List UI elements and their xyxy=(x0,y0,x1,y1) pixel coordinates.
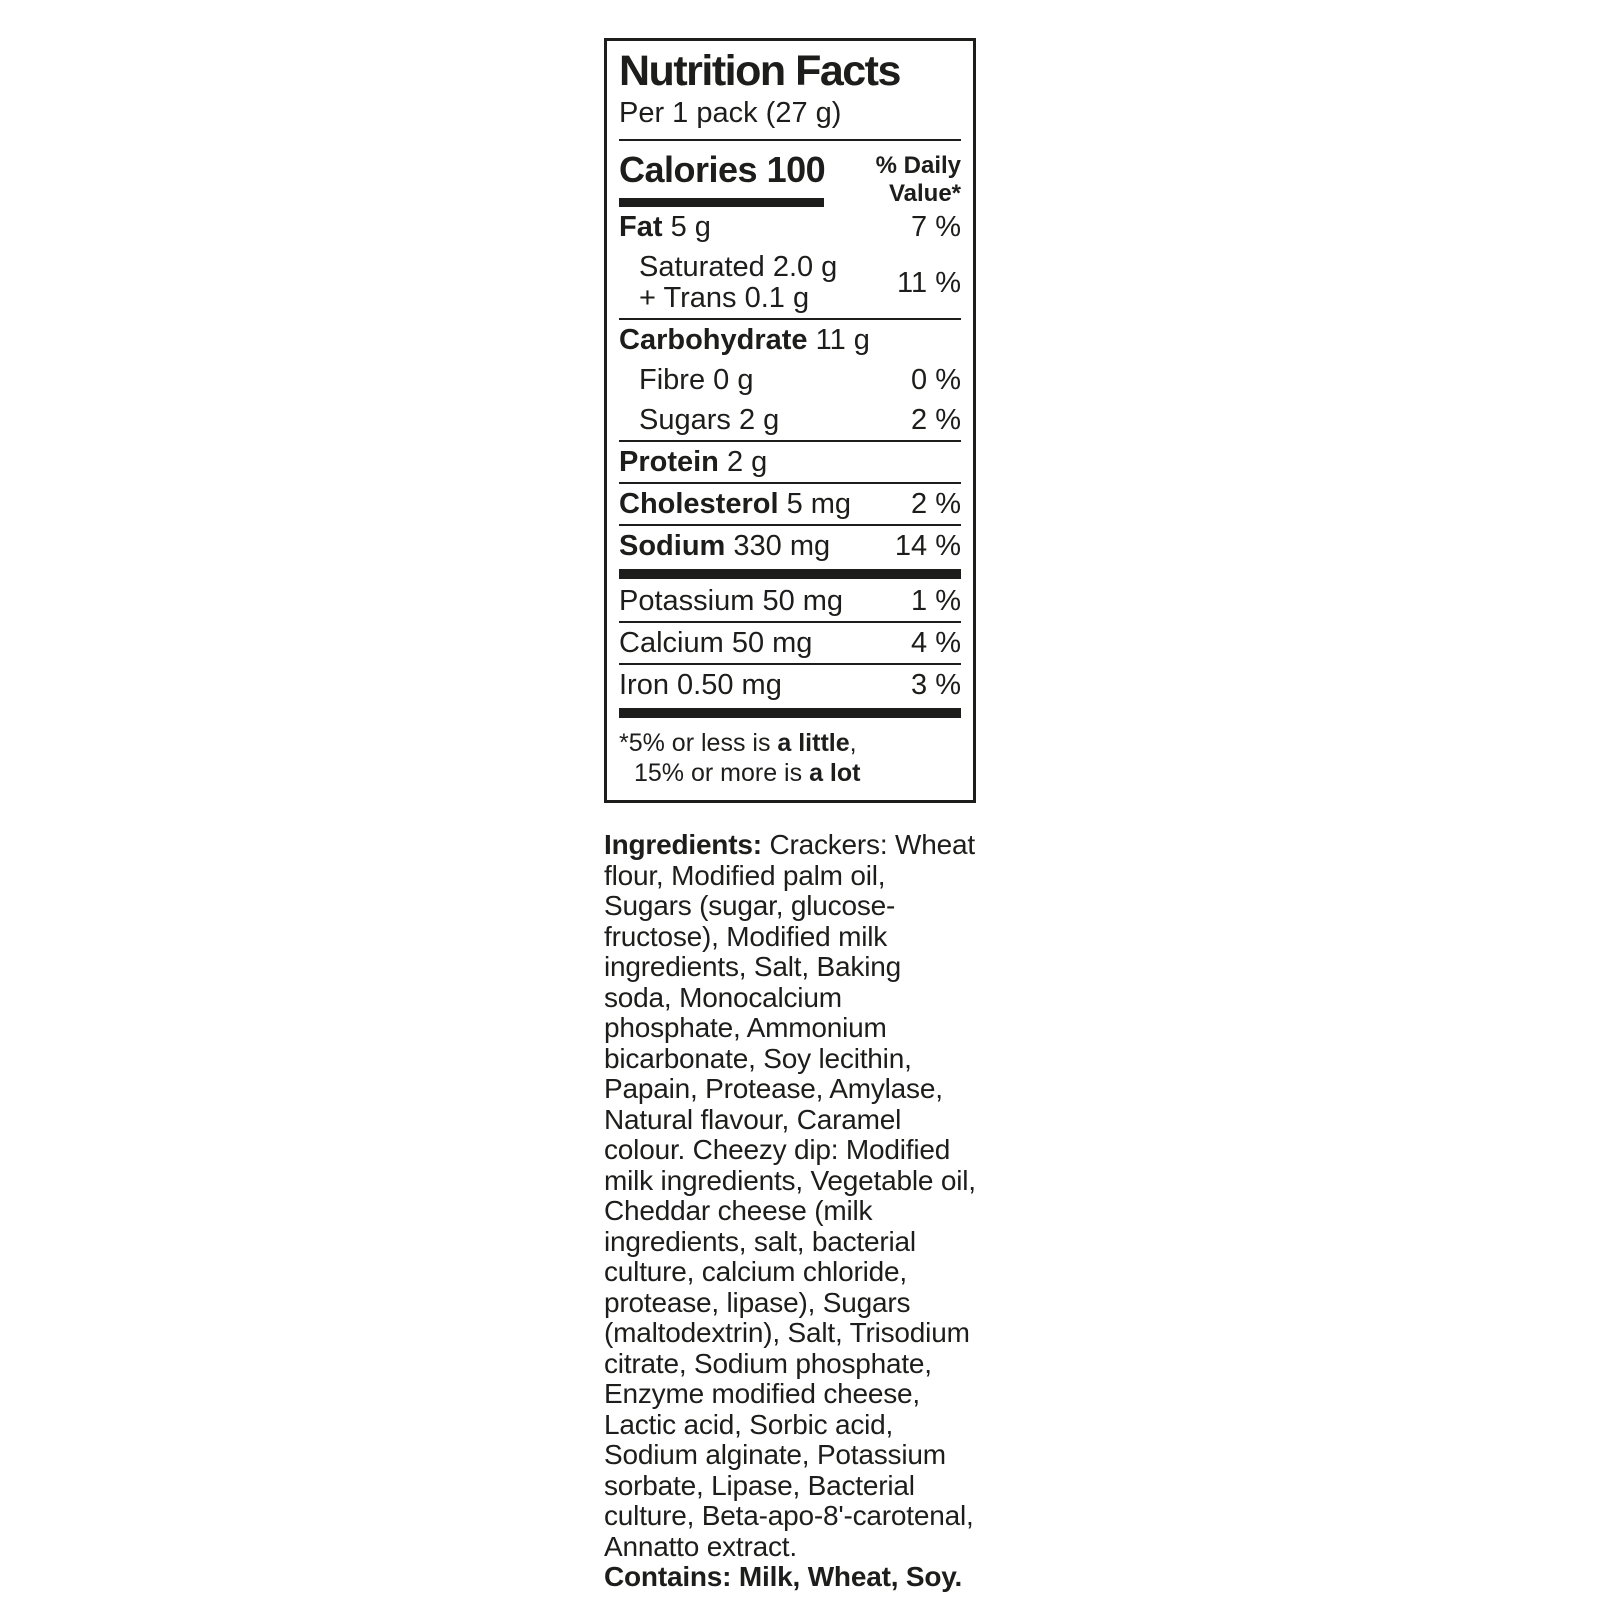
calories-value: 100 xyxy=(766,149,826,191)
calories-row xyxy=(619,149,825,207)
ingredients-paragraph xyxy=(604,830,976,1562)
row-iron xyxy=(619,663,961,705)
contains-statement: Contains: Milk, Wheat, Soy. xyxy=(604,1561,963,1593)
fibre-name: Fibre 0 g xyxy=(639,364,754,397)
nutrition-facts-panel xyxy=(604,38,976,803)
sugars-dv: 2 % xyxy=(911,404,961,437)
saturated-trans-dv: 11 % xyxy=(897,266,961,299)
ingredients-section xyxy=(604,830,976,1593)
row-cholesterol xyxy=(619,482,961,524)
row-saturated-trans xyxy=(619,247,961,318)
daily-value-header xyxy=(876,149,961,207)
calcium-dv: 4 % xyxy=(911,627,961,660)
sugars-name: Sugars 2 g xyxy=(639,404,780,437)
daily-value-footnote xyxy=(619,720,961,788)
section-divider-bar-bottom xyxy=(619,708,961,718)
ingredients-text: Crackers: Wheat flour, Modified palm oil, Sugars (sugar, glucose-fructose), Modified milk ingredients, Salt, Baking soda, Monocalcium phosphate, Ammonium bicarbonate, Soy lecithin, Papain, Protease, Amylase, Natural flavour, Caramel colour. Cheezy dip: Modified milk ingredients, Vegetable oil, Cheddar cheese (milk ingredients, salt, bacterial culture, calcium chloride, protease, lipase), Sugars (maltodextrin), Salt, Trisodium citrate, Sodium phosphate, Enzyme modified cheese, Lactic acid, Sorbic acid, Sodium alginate, Potassium sorbate, Lipase, Bacterial culture, Beta-apo-8'-carotenal, Annatto extract. xyxy=(604,829,976,1562)
row-sugars xyxy=(619,400,961,440)
ingredients-label: Ingredients: xyxy=(604,829,762,861)
calories-label: Calories xyxy=(619,149,758,191)
cholesterol-dv: 2 % xyxy=(911,488,961,521)
row-sodium xyxy=(619,524,961,566)
fibre-dv: 0 % xyxy=(911,364,961,397)
calories-underline-bar xyxy=(619,198,824,207)
row-calcium xyxy=(619,621,961,663)
daily-value-header-line2: Value* xyxy=(888,179,961,207)
fat-name: Fat 5 g xyxy=(619,211,711,244)
cholesterol-name: Cholesterol 5 mg xyxy=(619,488,852,521)
row-fat xyxy=(619,207,961,247)
label-column xyxy=(604,38,976,1593)
sodium-name: Sodium 330 mg xyxy=(619,530,831,563)
fat-dv: 7 % xyxy=(911,211,961,244)
row-carbohydrate xyxy=(619,318,961,360)
row-potassium xyxy=(619,581,961,621)
serving-size: Per 1 pack (27 g) xyxy=(619,97,961,141)
row-protein xyxy=(619,440,961,482)
daily-value-header-line1: % Daily xyxy=(875,152,961,180)
potassium-name: Potassium 50 mg xyxy=(619,585,844,618)
footnote-line1: *5% or less is a little, xyxy=(619,729,857,758)
iron-name: Iron 0.50 mg xyxy=(619,669,782,702)
footnote-line2: 15% or more is a lot xyxy=(634,759,861,788)
nutrition-facts-title: Nutrition Facts xyxy=(619,47,900,95)
iron-dv: 3 % xyxy=(911,669,961,702)
potassium-dv: 1 % xyxy=(911,585,961,618)
sodium-dv: 14 % xyxy=(894,530,961,563)
calories-section xyxy=(619,149,961,207)
section-divider-bar-top xyxy=(619,569,961,579)
row-fibre xyxy=(619,360,961,400)
saturated-trans-name: Saturated 2.0 g + Trans 0.1 g xyxy=(639,251,838,315)
calcium-name: Calcium 50 mg xyxy=(619,627,813,660)
protein-name: Protein 2 g xyxy=(619,446,768,479)
carbohydrate-name: Carbohydrate 11 g xyxy=(619,324,870,357)
